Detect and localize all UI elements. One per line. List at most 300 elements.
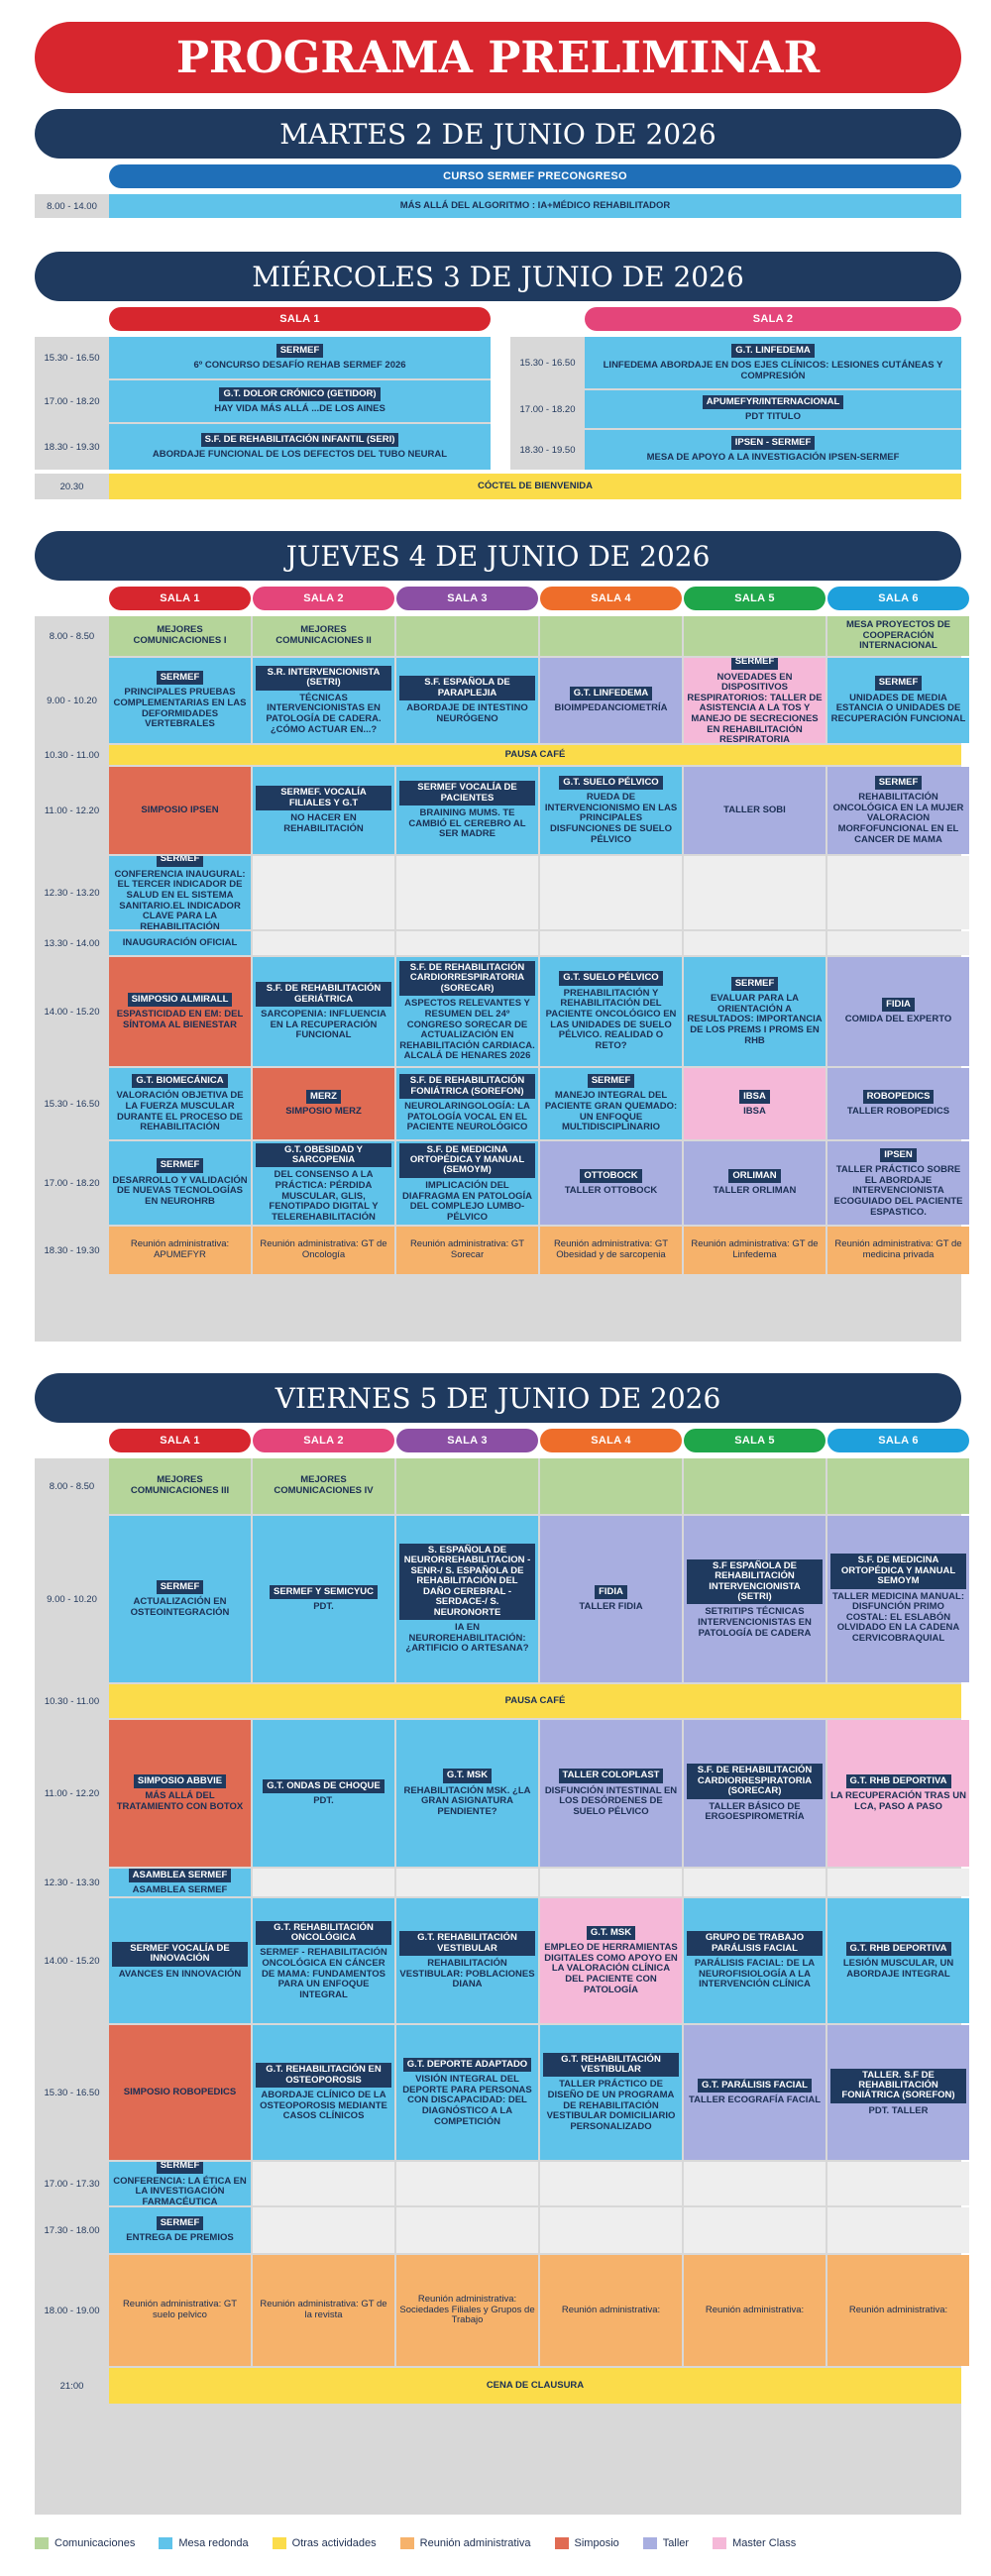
day-header-wednesday: MIÉRCOLES 3 DE JUNIO DE 2026 bbox=[35, 252, 961, 301]
session-cell bbox=[396, 2255, 538, 2366]
session-organizer: G.T. MSK bbox=[443, 1769, 492, 1782]
session-title: LESIÓN MUSCULAR, UN ABORDAJE INTEGRAL bbox=[842, 1958, 954, 1980]
time-label: 20.30 bbox=[59, 481, 84, 492]
sala-3-header: SALA 3 bbox=[396, 587, 538, 610]
session-title: TALLER PRÁCTICO DE DISEÑO DE UN PROGRAMA DE REHABILITACIÓN VESTIBULAR DOMICILIARIO PERSONALIZADO bbox=[546, 2079, 676, 2132]
session-cell-empty bbox=[253, 2207, 394, 2253]
session-organizer: IPSEN bbox=[880, 1148, 917, 1162]
legend-item: Taller bbox=[643, 2537, 689, 2549]
sala-3-header: SALA 3 bbox=[396, 1429, 538, 1452]
session-organizer: SERMEF bbox=[875, 676, 923, 690]
session-title: ASAMBLEA SERMEF bbox=[132, 1884, 228, 1896]
session-organizer: ASAMBLEA SERMEF bbox=[129, 1869, 232, 1882]
session-cell-empty bbox=[827, 856, 969, 929]
session-title: SIMPOSIO MERZ bbox=[285, 1106, 362, 1118]
session-title: NOVEDADES EN DISPOSITIVOS RESPIRATORIOS: TALLER DE ASISTENCIA A LA TOS Y MANEJO DE SECRECIONES EN REHABILITACIÓN RESPIRATORIA bbox=[687, 671, 823, 743]
session-cell-empty bbox=[540, 2207, 682, 2253]
session-cell-empty bbox=[827, 2162, 969, 2205]
session-title: PARÁLISIS FACIAL: DE LA NEUROFISIOLOGÍA A LA INTERVENCIÓN CLÍNICA bbox=[694, 1958, 816, 1990]
session-title: ESPASTICIDAD EN EM: DEL SÍNTOMA AL BIENESTAR bbox=[116, 1009, 244, 1030]
session-title: TALLER ORLIMAN bbox=[713, 1185, 797, 1197]
session-organizer: S.F. DE REHABILITACIÓN GERIÁTRICA bbox=[256, 982, 391, 1007]
session-cell bbox=[684, 1068, 826, 1139]
session-title: MEJORES COMUNICACIONES II bbox=[275, 624, 372, 646]
session-organizer: SERMEF bbox=[157, 856, 204, 867]
session-cell bbox=[109, 1869, 251, 1896]
session-organizer: G.T. REHABILITACIÓN ONCOLÓGICA bbox=[256, 1921, 391, 1946]
session-title: NO HACER EN REHABILITACIÓN bbox=[283, 812, 364, 834]
session-cell bbox=[396, 1720, 538, 1867]
session-title: SARCOPENIA: INFLUENCIA EN LA RECUPERACIÓN FUNCIONAL bbox=[261, 1009, 386, 1041]
sala-1-header: SALA 1 bbox=[109, 587, 251, 610]
session-cell bbox=[253, 1898, 394, 2023]
session-title: VALORACIÓN OBJETIVA DE LA FUERZA MUSCULAR DURANTE EL PROCESO DE REHABILITACIÓN bbox=[116, 1090, 244, 1133]
session-cell-empty bbox=[396, 2162, 538, 2205]
sala-2-header: SALA 2 bbox=[253, 1429, 394, 1452]
session-organizer: SERMEF bbox=[731, 977, 779, 991]
time-label: 10.30 - 11.00 bbox=[44, 749, 100, 761]
session-title: CENA DE CLAUSURA bbox=[486, 2379, 585, 2391]
session-organizer: SERMEF bbox=[157, 1158, 204, 1172]
page-title: PROGRAMA PRELIMINAR bbox=[35, 22, 961, 93]
session-title: TALLER MEDICINA MANUAL: DISFUNCIÓN PRIMO COSTAL: EL ESLABÓN OLVIDADO EN LA CADENA CERVICOBRAQUIAL bbox=[832, 1590, 964, 1645]
session-cell bbox=[109, 1141, 251, 1225]
session-title: MANEJO INTEGRAL DEL PACIENTE GRAN QUEMADO: UN ENFOQUE MULTIDISCIPLINARIO bbox=[544, 1090, 678, 1133]
session-cell bbox=[684, 658, 826, 743]
time-label: 11.00 - 12.20 bbox=[44, 1787, 100, 1799]
session-cell bbox=[684, 1516, 826, 1682]
session-organizer: G.T. RHB DEPORTIVA bbox=[846, 1942, 951, 1956]
session-title: PRINCIPALES PRUEBAS COMPLEMENTARIAS EN LAS DEFORMIDADES VERTEBRALES bbox=[113, 687, 247, 730]
session-title: PREHABILITACIÓN Y REHABILITACIÓN DEL PACIENTE ONCOLÓGICO EN LAS UNIDADES DE SUELO PÉLVICO. REALIDAD O RETO? bbox=[545, 987, 677, 1051]
session-cell-empty bbox=[684, 2162, 826, 2205]
session-cell-empty bbox=[253, 1869, 394, 1896]
session-title: Reunión administrativa: GT de Linfedema bbox=[691, 1238, 819, 1260]
session-organizer: S.R. INTERVENCIONISTA (SETRI) bbox=[256, 666, 391, 691]
sala-1-header: SALA 1 bbox=[109, 1429, 251, 1452]
session-cell bbox=[827, 616, 969, 656]
sala-4-header: SALA 4 bbox=[540, 587, 682, 610]
sala-5-header: SALA 5 bbox=[684, 1429, 826, 1452]
session-cell bbox=[540, 1898, 682, 2023]
session-title: Reunión administrativa: GT Sorecar bbox=[409, 1238, 525, 1260]
session-title: SERMEF - REHABILITACIÓN ONCOLÓGICA EN CÁNCER DE MAMA: FUNDAMENTOS PARA UN ENFOQUE INTEGRAL bbox=[260, 1947, 387, 2000]
session-title: MEJORES COMUNICACIONES IV bbox=[274, 1474, 374, 1496]
session-title: AVANCES EN INNOVACIÓN bbox=[118, 1968, 242, 1980]
session-organizer: SERMEF bbox=[157, 2162, 204, 2174]
session-cell bbox=[109, 1068, 251, 1139]
session-title: TALLER PRÁCTICO SOBRE EL ABORDAJE INTERVENCIONISTA ECOGUIADO DEL PACIENTE ESPASTICO. bbox=[833, 1164, 963, 1218]
time-label: 17.00 - 18.20 bbox=[519, 403, 576, 415]
session-cell bbox=[396, 957, 538, 1066]
session-cell bbox=[109, 1227, 251, 1274]
session-organizer: FIDIA bbox=[595, 1585, 627, 1599]
session-title: IA EN NEUROREHABILITACIÓN: ¿ARTIFICIO O ARTESANA? bbox=[405, 1622, 529, 1655]
session-cell: SERMEF 6º CONCURSO DESAFÍO REHAB SERMEF 2026 bbox=[109, 337, 491, 378]
session-cell-empty bbox=[540, 1458, 682, 1514]
session-title: MÁS ALLÁ DEL TRATAMIENTO CON BOTOX bbox=[116, 1790, 244, 1812]
session-cell bbox=[827, 1720, 969, 1867]
session-organizer: S.F. DE REHABILITACIÓN CARDIORRESPIRATORIA (SORECAR) bbox=[399, 961, 535, 996]
time-label: 13.30 - 14.00 bbox=[44, 937, 100, 949]
session-cell bbox=[109, 616, 251, 656]
session-cell-empty bbox=[827, 2207, 969, 2253]
time-label: 17.00 - 17.30 bbox=[44, 2178, 100, 2190]
time-label: 15.30 - 16.50 bbox=[44, 2087, 100, 2098]
session-title: MESA PROYECTOS DE COOPERACIÓN INTERNACIONAL bbox=[845, 619, 951, 652]
session-cell bbox=[109, 931, 251, 955]
session-cell bbox=[684, 2025, 826, 2160]
session-title: EMPLEO DE HERRAMIENTAS DIGITALES COMO APOYO EN LA VALORACIÓN CLÍNICA DEL PACIENTE CON PATOLOGÍA bbox=[544, 1942, 678, 1995]
session-cell bbox=[109, 658, 251, 743]
session-title: TÉCNICAS INTERVENCIONISTAS EN PATOLOGÍA DE CADERA. ¿CÓMO ACTUAR EN...? bbox=[266, 692, 382, 735]
session-cell bbox=[396, 658, 538, 743]
session-title: DESARROLLO Y VALIDACIÓN DE NUEVAS TECNOLOGÍAS EN NEUROHRB bbox=[112, 1174, 248, 1208]
time-label: 8.00 - 8.50 bbox=[49, 1480, 95, 1492]
session-organizer: TALLER COLOPLAST bbox=[559, 1769, 664, 1782]
session-organizer: G.T. ONDAS DE CHOQUE bbox=[263, 1779, 385, 1793]
session-title: Reunión administrativa: bbox=[705, 2304, 805, 2315]
session-title: TALLER BÁSICO DE ERGOESPIROMETRÍA bbox=[705, 1800, 805, 1823]
session-cell bbox=[253, 2255, 394, 2366]
wednesday-coctel-row bbox=[35, 474, 961, 499]
session-cell bbox=[540, 1068, 682, 1139]
time-label: 17.00 - 18.20 bbox=[44, 1177, 100, 1189]
session-cell bbox=[253, 1516, 394, 1682]
session-title: CONFERENCIA INAUGURAL: EL TERCER INDICADOR DE SALUD EN EL SISTEMA SANITARIO.EL INDICADOR CLAVE PARA LA REHABILITACIÓN bbox=[114, 868, 246, 929]
session-organizer: G.T. SUELO PÉLVICO bbox=[559, 776, 662, 790]
session-cell bbox=[253, 1227, 394, 1274]
session-organizer: G.T. OBESIDAD Y SARCOPENIA bbox=[256, 1143, 391, 1168]
session-organizer: S.F. ESPAÑOLA DE PARAPLEJIA bbox=[399, 676, 535, 700]
session-cell bbox=[684, 1141, 826, 1225]
session-organizer: IBSA bbox=[739, 1090, 770, 1104]
session-cell-empty bbox=[684, 1458, 826, 1514]
session-title: EVALUAR PARA LA ORIENTACIÓN A RESULTADOS: IMPORTANCIA DE LOS PREMS I PROMS EN RHB bbox=[687, 993, 823, 1046]
time-label: 18.30 - 19.30 bbox=[44, 1244, 100, 1256]
session-title: SIMPOSIO ROBOPEDICS bbox=[123, 2086, 237, 2097]
session-cell bbox=[109, 2162, 251, 2205]
sala-6-header: SALA 6 bbox=[827, 1429, 969, 1452]
session-cell bbox=[109, 2255, 251, 2366]
session-title: SIMPOSIO IPSEN bbox=[141, 804, 219, 815]
session-cell bbox=[540, 767, 682, 854]
session-cell-empty bbox=[684, 856, 826, 929]
sala-2-header: SALA 2 bbox=[253, 587, 394, 610]
session-cell-empty bbox=[253, 2162, 394, 2205]
session-cell-empty bbox=[396, 616, 538, 656]
session-title: Reunión administrativa: GT suelo pelvico bbox=[122, 2299, 238, 2320]
session-cell bbox=[109, 1458, 251, 1514]
session-cell bbox=[396, 2025, 538, 2160]
session-cell bbox=[253, 2025, 394, 2160]
session-organizer: S.F. DE MEDICINA ORTOPÉDICA Y MANUAL SEMOYM bbox=[830, 1554, 966, 1588]
time-label: 10.30 - 11.00 bbox=[44, 1695, 100, 1707]
day-header-tuesday: MARTES 2 DE JUNIO DE 2026 bbox=[35, 109, 961, 159]
session-cell-empty bbox=[253, 856, 394, 929]
time-label: 12.30 - 13.30 bbox=[44, 1877, 100, 1888]
session-title: REHABILITACIÓN VESTIBULAR: POBLACIONES DIANA bbox=[399, 1958, 535, 1990]
time-label: 15.30 - 16.50 bbox=[44, 1098, 100, 1110]
session-organizer: SERMEF bbox=[157, 1580, 204, 1594]
time-label: 11.00 - 12.20 bbox=[44, 805, 100, 816]
session-cell-empty bbox=[396, 2207, 538, 2253]
time-label: 17.30 - 18.00 bbox=[44, 2224, 100, 2236]
session-organizer: SERMEF bbox=[731, 658, 779, 670]
session-cell bbox=[253, 1141, 394, 1225]
session-organizer: G.T. LINFEDEMA bbox=[570, 687, 652, 700]
session-cell bbox=[253, 767, 394, 854]
session-title: Reunión administrativa: GT de Oncología bbox=[260, 1238, 387, 1260]
legend-item: Master Class bbox=[713, 2537, 796, 2549]
sala-1-header: SALA 1 bbox=[109, 307, 491, 331]
sala-6-header: SALA 6 bbox=[827, 587, 969, 610]
day-header-friday: VIERNES 5 DE JUNIO DE 2026 bbox=[35, 1373, 961, 1423]
session-title: MEJORES COMUNICACIONES I bbox=[133, 624, 227, 646]
session-title: ASPECTOS RELEVANTES Y RESUMEN DEL 24º CONGRESO SORECAR DE ACTUALIZACIÓN EN REHABILITACIÓN CARDIACA. ALCALÁ DE HENARES 2026 bbox=[399, 998, 535, 1062]
time-label: 8.00 - 8.50 bbox=[49, 630, 95, 642]
time-label: 18.30 - 19.50 bbox=[519, 444, 576, 456]
legend-item: Reunión administrativa bbox=[400, 2537, 531, 2549]
session-cell bbox=[109, 856, 251, 929]
session-cell bbox=[396, 1898, 538, 2023]
session-title: Reunión administrativa: APUMEFYR bbox=[130, 1238, 230, 1260]
session-title: ENTREGA DE PREMIOS bbox=[126, 2232, 234, 2244]
session-cell bbox=[827, 658, 969, 743]
session-cell bbox=[253, 957, 394, 1066]
session-cell: CÓCTEL DE BIENVENIDA bbox=[109, 474, 961, 499]
tuesday-row bbox=[35, 194, 961, 218]
session-cell bbox=[827, 957, 969, 1066]
session-title: ACTUALIZACIÓN EN OSTEOINTEGRACIÓN bbox=[130, 1596, 230, 1618]
session-cell-empty bbox=[396, 1458, 538, 1514]
legend-item: Comunicaciones bbox=[35, 2537, 135, 2549]
session-title: REHABILITACIÓN MSK. ¿LA GRAN ASIGNATURA PENDIENTE? bbox=[403, 1784, 531, 1818]
session-cell bbox=[684, 1720, 826, 1867]
session-title: UNIDADES DE MEDIA ESTANCIA O UNIDADES DE RECUPERACIÓN FUNCIONAL bbox=[830, 692, 966, 725]
wednesday-sala2-block bbox=[510, 337, 961, 470]
session-cell bbox=[253, 1458, 394, 1514]
legend-item: Simposio bbox=[555, 2537, 619, 2549]
session-organizer: ROBOPEDICS bbox=[863, 1090, 935, 1104]
session-cell bbox=[540, 658, 682, 743]
session-cell-empty bbox=[540, 931, 682, 955]
session-organizer: SERMEF VOCALÍA DE INNOVACIÓN bbox=[112, 1942, 248, 1967]
time-label: 9.00 - 10.20 bbox=[47, 1593, 97, 1605]
session-cell bbox=[827, 767, 969, 854]
session-cell-empty bbox=[684, 1869, 826, 1896]
time-label: 21:00 bbox=[59, 2380, 84, 2392]
session-organizer: G.T. BIOMECÁNICA bbox=[132, 1074, 227, 1088]
session-organizer: G.T. MSK bbox=[587, 1926, 635, 1940]
session-organizer: SIMPOSIO ABBVIE bbox=[134, 1774, 226, 1788]
time-label: 18.30 - 19.30 bbox=[44, 441, 100, 453]
session-title: NEUROLARINGOLOGÍA: LA PATOLOGÍA VOCAL EN EL PACIENTE NEUROLÓGICO bbox=[404, 1101, 530, 1133]
session-organizer: G.T. PARÁLISIS FACIAL bbox=[698, 2079, 812, 2093]
session-cell bbox=[109, 745, 961, 765]
time-label: 14.00 - 15.20 bbox=[44, 1006, 100, 1018]
session-cell bbox=[109, 1684, 961, 1718]
time-label: 15.30 - 16.50 bbox=[44, 352, 100, 364]
session-organizer: S.F. DE REHABILITACIÓN CARDIORRESPIRATORIA (SORECAR) bbox=[687, 1764, 823, 1798]
session-cell bbox=[827, 2255, 969, 2366]
session-cell bbox=[396, 1141, 538, 1225]
session-cell bbox=[396, 1227, 538, 1274]
time-label: 14.00 - 15.20 bbox=[44, 1955, 100, 1967]
session-cell bbox=[540, 1141, 682, 1225]
session-cell-empty bbox=[540, 616, 682, 656]
wednesday-sala1-block bbox=[35, 337, 491, 470]
session-organizer: MERZ bbox=[306, 1090, 341, 1104]
session-cell bbox=[109, 2207, 251, 2253]
session-cell bbox=[827, 1068, 969, 1139]
session-title: TALLER SOBI bbox=[723, 804, 786, 815]
session-cell bbox=[540, 957, 682, 1066]
session-cell bbox=[540, 2025, 682, 2160]
session-cell bbox=[540, 2255, 682, 2366]
session-organizer: SERMEF bbox=[588, 1074, 635, 1088]
session-title: Reunión administrativa: GT Obesidad y de sarcopenia bbox=[553, 1238, 669, 1260]
session-title: TALLER OTTOBOCK bbox=[564, 1185, 658, 1197]
session-cell-empty bbox=[396, 931, 538, 955]
session-organizer: SERMEF bbox=[157, 2216, 204, 2230]
time-label: 8.00 - 14.00 bbox=[47, 200, 97, 212]
session-organizer: GRUPO DE TRABAJO PARÁLISIS FACIAL bbox=[687, 1931, 823, 1956]
session-cell-empty bbox=[396, 1869, 538, 1896]
day-header-thursday: JUEVES 4 DE JUNIO DE 2026 bbox=[35, 531, 961, 581]
time-label: 15.30 - 16.50 bbox=[519, 357, 576, 369]
session-title: PAUSA CAFÉ bbox=[504, 1694, 566, 1706]
legend-item: Mesa redonda bbox=[159, 2537, 248, 2549]
session-cell-empty bbox=[540, 856, 682, 929]
session-cell bbox=[109, 767, 251, 854]
session-cell: G.T. LINFEDEMA LINFEDEMA ABORDAJE EN DOS EJES CLÍNICOS: LESIONES CUTÁNEAS Y COMPRESIÓN bbox=[585, 337, 961, 388]
thursday-grid bbox=[35, 616, 966, 1342]
time-label: 12.30 - 13.20 bbox=[44, 887, 100, 899]
session-cell: IPSEN - SERMEF MESA DE APOYO A LA INVESTIGACIÓN IPSEN-SERMEF bbox=[585, 430, 961, 470]
session-cell bbox=[253, 1720, 394, 1867]
session-title: MEJORES COMUNICACIONES III bbox=[130, 1474, 230, 1496]
session-title: PDT. TALLER bbox=[868, 2104, 929, 2116]
session-title: PDT. bbox=[313, 1795, 334, 1807]
time-label: 17.00 - 18.20 bbox=[44, 395, 100, 407]
session-title: VISIÓN INTEGRAL DEL DEPORTE PARA PERSONAS CON DISCAPACIDAD: DEL DIAGNÓSTICO A LA COMPETICIÓN bbox=[402, 2074, 532, 2127]
session-title: RUEDA DE INTERVENCIONISMO EN LAS PRINCIPALES DISFUNCIONES DE SUELO PÉLVICO bbox=[544, 792, 678, 845]
session-cell bbox=[684, 2255, 826, 2366]
session-cell bbox=[109, 2368, 961, 2404]
session-cell bbox=[109, 1516, 251, 1682]
session-cell-empty bbox=[827, 931, 969, 955]
session-cell-empty bbox=[684, 2207, 826, 2253]
session-cell bbox=[827, 1141, 969, 1225]
session-title: DISFUNCIÓN INTESTINAL EN LOS DESÓRDENES DE SUELO PÉLVICO bbox=[544, 1784, 678, 1818]
session-title: IMPLICACIÓN DEL DIAFRAGMA EN PATOLOGÍA DEL COMPLEJO LUMBO-PÉLVICO bbox=[401, 1179, 533, 1223]
session-cell bbox=[253, 1068, 394, 1139]
session-title: DEL CONSENSO A LA PRÁCTICA: PÉRDIDA MUSCULAR, GLIS, FENOTIPADO DIGITAL Y TELEREHABILITACIÓN bbox=[269, 1169, 379, 1223]
session-title: ABORDAJE CLÍNICO DE LA OSTEOPOROSIS MEDIANTE CASOS CLÍNICOS bbox=[260, 2090, 387, 2122]
session-title: Reunión administrativa: Sociedades Filiales y Grupos de Trabajo bbox=[399, 2294, 535, 2326]
session-cell bbox=[827, 1898, 969, 2023]
session-title: Reunión administrativa: bbox=[561, 2304, 661, 2315]
session-title: IBSA bbox=[743, 1106, 766, 1118]
session-organizer: SERMEF bbox=[157, 671, 204, 685]
session-cell-empty bbox=[684, 616, 826, 656]
time-label: 9.00 - 10.20 bbox=[47, 695, 97, 706]
session-cell: S.F. DE REHABILITACIÓN INFANTIL (SERI) ABORDAJE FUNCIONAL DE LOS DEFECTOS DEL TUBO NEURAL bbox=[109, 424, 491, 470]
session-organizer: G.T. RHB DEPORTIVA bbox=[846, 1774, 951, 1788]
session-cell bbox=[540, 1720, 682, 1867]
session-title: BRAINING MUMS. TE CAMBIÓ EL CEREBRO AL SER MADRE bbox=[408, 807, 526, 840]
session-title: CONFERENCIA: LA ÉTICA EN LA INVESTIGACIÓN FARMACÉUTICA bbox=[113, 2175, 247, 2205]
session-cell bbox=[684, 767, 826, 854]
session-organizer: G.T. REHABILITACIÓN VESTIBULAR bbox=[399, 1931, 535, 1956]
sala-4-header: SALA 4 bbox=[540, 1429, 682, 1452]
session-cell bbox=[396, 767, 538, 854]
session-title: ABORDAJE DE INTESTINO NEURÓGENO bbox=[406, 702, 528, 724]
session-organizer: SERMEF. VOCALÍA FILIALES Y G.T bbox=[256, 786, 391, 810]
session-title: COMIDA DEL EXPERTO bbox=[844, 1014, 952, 1025]
session-title: INAUGURACIÓN OFICIAL bbox=[122, 936, 238, 948]
session-organizer: TALLER. S.F DE REHABILITACIÓN FONIÁTRICA (SOREFON) bbox=[830, 2069, 966, 2103]
session-title: Reunión administrativa: GT de medicina privada bbox=[834, 1238, 962, 1260]
session-organizer: SERMEF Y SEMICYUC bbox=[270, 1585, 378, 1599]
session-title: PAUSA CAFÉ bbox=[504, 748, 566, 760]
session-organizer: OTTOBOCK bbox=[580, 1169, 641, 1183]
time-label: 18.00 - 19.00 bbox=[44, 2305, 100, 2316]
session-organizer: SERMEF bbox=[875, 776, 923, 790]
session-cell bbox=[109, 2025, 251, 2160]
session-cell-empty bbox=[540, 1869, 682, 1896]
session-cell-empty bbox=[684, 931, 826, 955]
session-cell-empty bbox=[396, 856, 538, 929]
session-organizer: G.T. SUELO PÉLVICO bbox=[559, 971, 662, 985]
session-title: BIOIMPEDANCIOMETRÍA bbox=[554, 702, 668, 714]
session-title: SETRITIPS TÉCNICAS INTERVENCIONISTAS EN PATOLOGÍA DE CADERA bbox=[698, 1606, 812, 1639]
session-title: TALLER ECOGRAFÍA FACIAL bbox=[689, 2094, 821, 2106]
friday-grid bbox=[35, 1458, 966, 2515]
session-cell bbox=[827, 2025, 969, 2160]
session-organizer: S.F. DE MEDICINA ORTOPÉDICA Y MANUAL (SEMOYM) bbox=[399, 1143, 535, 1178]
session-cell bbox=[827, 1516, 969, 1682]
session-organizer: G.T. DEPORTE ADAPTADO bbox=[403, 2058, 531, 2072]
session-cell bbox=[253, 616, 394, 656]
session-cell bbox=[684, 1898, 826, 2023]
session-organizer: SIMPOSIO ALMIRALL bbox=[128, 993, 233, 1007]
session-organizer: FIDIA bbox=[882, 998, 915, 1012]
session-organizer: S.F. DE REHABILITACIÓN FONIÁTRICA (SOREFON) bbox=[399, 1074, 535, 1099]
session-cell bbox=[684, 957, 826, 1066]
session-cell: G.T. DOLOR CRÓNICO (GETIDOR) HAY VIDA MÁS ALLÁ ...DE LOS AINES bbox=[109, 380, 491, 422]
session-cell bbox=[253, 658, 394, 743]
session-organizer: ORLIMAN bbox=[728, 1169, 780, 1183]
sala-5-header: SALA 5 bbox=[684, 587, 826, 610]
session-cell-empty bbox=[540, 2162, 682, 2205]
session-cell: MÁS ALLÁ DEL ALGORITMO : IA+MÉDICO REHABILITADOR bbox=[109, 194, 961, 218]
session-title: LA RECUPERACIÓN TRAS UN LCA, PASO A PASO bbox=[830, 1790, 966, 1812]
sala-2-header: SALA 2 bbox=[585, 307, 961, 331]
session-cell bbox=[540, 1227, 682, 1274]
session-cell bbox=[684, 1227, 826, 1274]
session-title: Reunión administrativa: GT de la revista bbox=[260, 2299, 387, 2320]
session-cell-empty bbox=[827, 1458, 969, 1514]
session-organizer: S.F ESPAÑOLA DE REHABILITACIÓN INTERVENCIONISTA (SETRI) bbox=[687, 1559, 823, 1605]
session-title: TALLER FIDIA bbox=[579, 1601, 643, 1613]
session-cell bbox=[396, 1068, 538, 1139]
session-cell bbox=[540, 1516, 682, 1682]
session-cell bbox=[396, 1516, 538, 1682]
session-title: PDT. bbox=[313, 1601, 334, 1613]
session-cell bbox=[827, 1227, 969, 1274]
